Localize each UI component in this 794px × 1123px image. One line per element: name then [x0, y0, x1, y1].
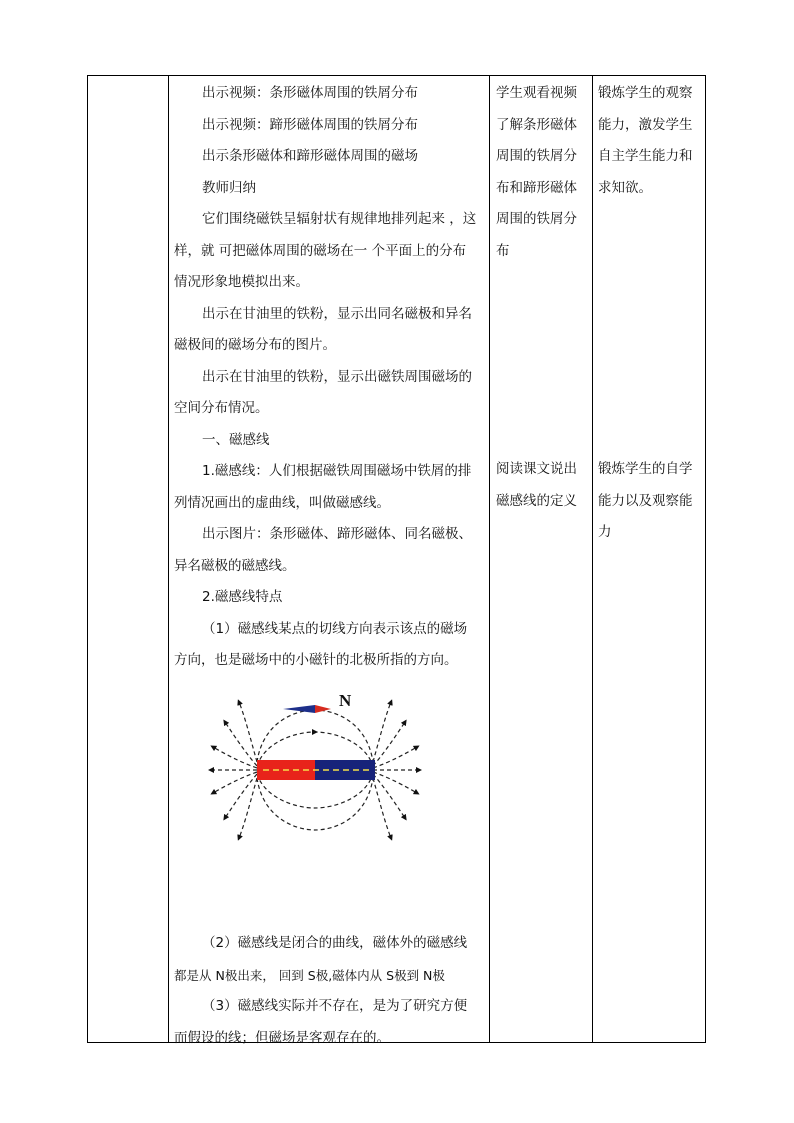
- paragraph-line: 情况形象地模拟出来。: [174, 274, 309, 290]
- teaching-content-cell: [174, 78, 486, 1046]
- activity-line: 布: [496, 242, 510, 259]
- feature-line: （2）磁感线是闭合的曲线，磁体外的磁感线: [202, 935, 468, 951]
- feature-line: （1）磁感线某点的切线方向表示该点的磁场: [202, 620, 468, 637]
- column-divider: [592, 76, 593, 1042]
- feature-line: 都是从 N极出来， 回到 S极,磁体内从 S极到 N极: [174, 967, 445, 983]
- column-1-cell: [88, 76, 168, 1042]
- paragraph: 出示视频：条形磁体周围的铁屑分布: [202, 85, 418, 101]
- paragraph: 教师归纳: [202, 179, 256, 196]
- purpose-block-2: [598, 454, 703, 549]
- feature-line: （3）磁感线实际并不存在，是为了研究方便: [202, 998, 468, 1014]
- paragraph-line: 磁极间的磁场分布的图片。: [174, 337, 336, 353]
- paragraph: 出示条形磁体和蹄形磁体周围的磁场: [202, 148, 418, 164]
- lesson-table: [87, 75, 706, 1046]
- purpose-line: 求知欲。: [598, 179, 652, 196]
- student-activity-cell: [496, 78, 591, 509]
- column-divider: [489, 76, 490, 1042]
- activity-block-1: [496, 78, 591, 267]
- column-divider: [168, 76, 169, 1042]
- activity-block-2: [496, 454, 591, 517]
- feature-line: 方向，也是磁场中的小磁针的北极所指的方向。: [174, 652, 458, 668]
- section-heading: 2.磁感线特点: [202, 589, 283, 605]
- activity-line: 阅读课文说出: [496, 461, 577, 477]
- purpose-line: 锻炼学生的自学: [598, 461, 693, 477]
- feature-line: 而假设的线；但磁场是客观存在的。: [174, 1029, 390, 1046]
- compass-needle-south: [283, 705, 315, 713]
- definition-line: 1.磁感线：人们根据磁铁周围磁场中铁屑的排: [202, 463, 472, 479]
- north-label: N: [339, 692, 352, 710]
- paragraph-line: 异名磁极的磁感线。: [174, 557, 296, 574]
- paragraph-line: 它们围绕磁铁呈辐射状有规律地排列起来 ，这: [202, 211, 477, 227]
- activity-line: 了解条形磁体: [496, 116, 577, 133]
- activity-line: 周围的铁屑分: [496, 211, 577, 227]
- purpose-line: 力: [598, 524, 612, 540]
- paragraph-line: 样，就 可把磁体周围的磁场在一 个平面上的分布: [174, 242, 467, 259]
- section-heading: 一、磁感线: [202, 431, 270, 448]
- paragraph-line: 出示图片：条形磁体、蹄形磁体、同名磁极、: [202, 526, 472, 542]
- activity-line: 磁感线的定义: [496, 492, 577, 509]
- activity-line: 周围的铁屑分: [496, 148, 577, 164]
- design-purpose-cell: [598, 78, 703, 540]
- paragraph-line: 空间分布情况。: [174, 400, 269, 416]
- paragraph-line: 出示在甘油里的铁粉，显示出同名磁极和异名: [202, 305, 472, 322]
- activity-line: 布和蹄形磁体: [496, 179, 577, 196]
- purpose-block-1: [598, 78, 703, 204]
- paragraph: 出示视频：蹄形磁体周围的铁屑分布: [202, 116, 418, 133]
- purpose-line: 自主学生能力和: [598, 148, 693, 164]
- purpose-line: 能力，激发学生: [598, 116, 693, 133]
- purpose-line: 能力以及观察能: [598, 492, 693, 509]
- definition-line: 列情况画出的虚曲线，叫做磁感线。: [174, 494, 390, 511]
- paragraph-line: 出示在甘油里的铁粉，显示出磁铁周围磁场的: [202, 368, 472, 385]
- purpose-line: 锻炼学生的观察: [598, 85, 693, 101]
- activity-line: 学生观看视频: [496, 85, 577, 101]
- bar-magnet-field-diagram: [205, 692, 425, 842]
